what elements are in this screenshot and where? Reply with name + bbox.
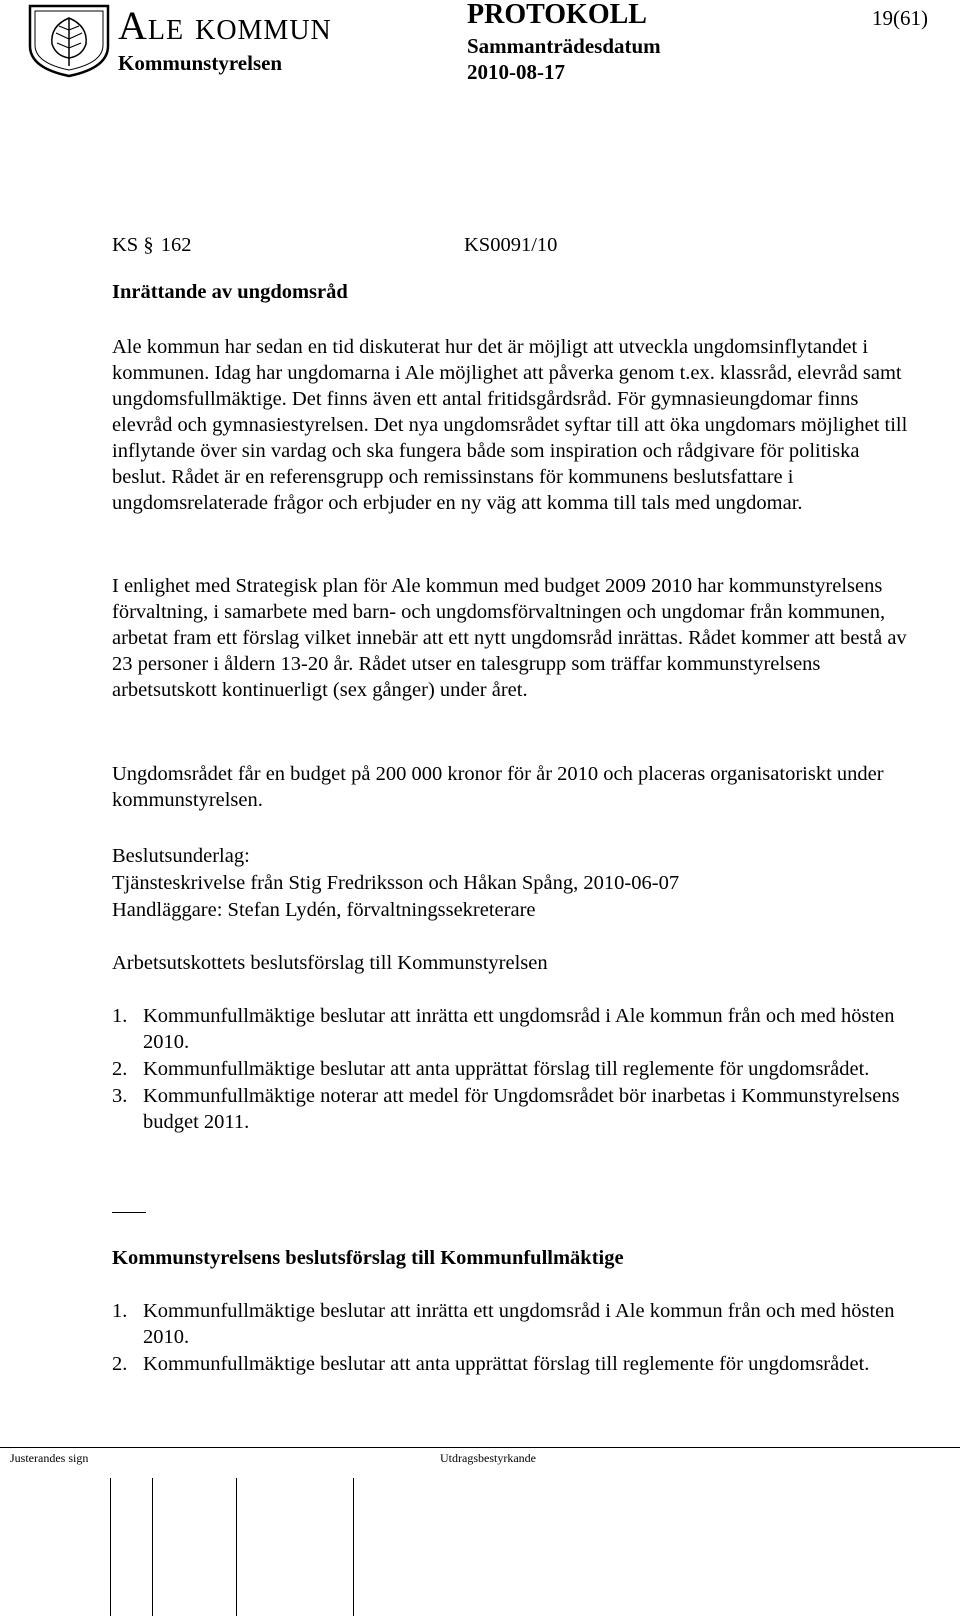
basis-line-1: Tjänsteskrivelse från Stig Fredriksson och Håkan Spång, 2010-06-07 bbox=[112, 872, 680, 894]
org-header bbox=[118, 3, 332, 76]
au-proposal-list bbox=[112, 1003, 922, 1136]
item-reference bbox=[112, 232, 558, 258]
ale-kommun-logo bbox=[26, 2, 112, 78]
list-item: 1. Kommunfullmäktige beslutar att inrätta ett ungdomsråd i Ale kommun från och med hösten 2010. bbox=[112, 1300, 895, 1348]
list-item: 2. Kommunfullmäktige beslutar att anta upprättat förslag till reglemente för ungdomsrådet. bbox=[112, 1353, 870, 1375]
date-label: Sammanträdesdatum bbox=[467, 34, 661, 58]
signature-box-divider bbox=[353, 1478, 354, 1616]
signature-box-divider bbox=[110, 1478, 111, 1616]
paragraph-1: Ale kommun har sedan en tid diskuterat hur det är möjligt att utveckla ungdomsinflytandet i kommunen. Idag har ungdomarna i Ale möjlighet att påverka genom t.ex. klassråd, elevråd samt ungdomsfullmäktige. Det finns även ett antal fritidsgårdsråd. För gymnasieungdomar finns elevråd och gymnasiestyrelsen. Det nya ungdomsrådet syftar till att öka ungdomars möjlighet till inflytande över sin vardag och ska fungera både som inspiration och rådgivare för politiska beslut. Rådet är en referensgrupp och remissinstans för kommunens beslutsfattare i ungdomsrelaterade frågor och erbjuder en ny väg att komma till tals med ungdomar. bbox=[112, 336, 908, 514]
footer-rule bbox=[0, 1447, 960, 1448]
diary-number: KS0091/10 bbox=[464, 234, 558, 256]
list-item: 1. Kommunfullmäktige beslutar att inrätta ett ungdomsråd i Ale kommun från och med hösten 2010. bbox=[112, 1005, 895, 1053]
signature-box-divider bbox=[236, 1478, 237, 1616]
paragraph-3: Ungdomsrådet får en budget på 200 000 kronor för år 2010 och placeras organisatoriskt under kommunstyrelsen. bbox=[112, 763, 884, 811]
ks-prefix: KS bbox=[112, 234, 139, 256]
signature-box-divider bbox=[152, 1478, 153, 1616]
page-number: 19(61) bbox=[872, 6, 928, 30]
doc-type: PROTOKOLL bbox=[467, 0, 647, 30]
divider bbox=[112, 1212, 146, 1213]
sign-label: Justerandes sign bbox=[10, 1451, 89, 1465]
basis-line-2: Handläggare: Stefan Lydén, förvaltningssekreterare bbox=[112, 899, 536, 921]
org-name: Ale kommun bbox=[118, 3, 332, 48]
ks-proposal-list bbox=[112, 1298, 922, 1378]
extract-label: Utdragsbestyrkande bbox=[440, 1451, 536, 1465]
basis-label: Beslutsunderlag: bbox=[112, 845, 250, 867]
item-title: Inrättande av ungdomsråd bbox=[112, 281, 348, 303]
ks-number: 162 bbox=[160, 234, 192, 256]
au-heading: Arbetsutskottets beslutsförslag till Kommunstyrelsen bbox=[112, 952, 548, 974]
meeting-date: 2010-08-17 bbox=[467, 60, 565, 84]
department: Kommunstyrelsen bbox=[118, 51, 283, 75]
ks-heading: Kommunstyrelsens beslutsförslag till Kommunfullmäktige bbox=[112, 1247, 624, 1269]
list-item: 3. Kommunfullmäktige noterar att medel för Ungdomsrådet bör inarbetas i Kommunstyrelsens budget 2011. bbox=[112, 1085, 900, 1133]
section-sign: § bbox=[143, 234, 154, 256]
list-item: 2. Kommunfullmäktige beslutar att anta upprättat förslag till reglemente för ungdomsrådet. bbox=[112, 1058, 870, 1080]
paragraph-2: I enlighet med Strategisk plan för Ale kommun med budget 2009 2010 har kommunstyrelsens förvaltning, i samarbete med barn- och ungdomsförvaltningen och ungdomar från kommunen, arbetat fram ett förslag vilket innebär att ett nytt ungdomsråd inrättas. Rådet kommer att bestå av 23 personer i åldern 13-20 år. Rådet utser en talesgrupp som träffar kommunstyrelsens arbetsutskott kontinuerligt (sex gånger) under året. bbox=[112, 575, 907, 701]
